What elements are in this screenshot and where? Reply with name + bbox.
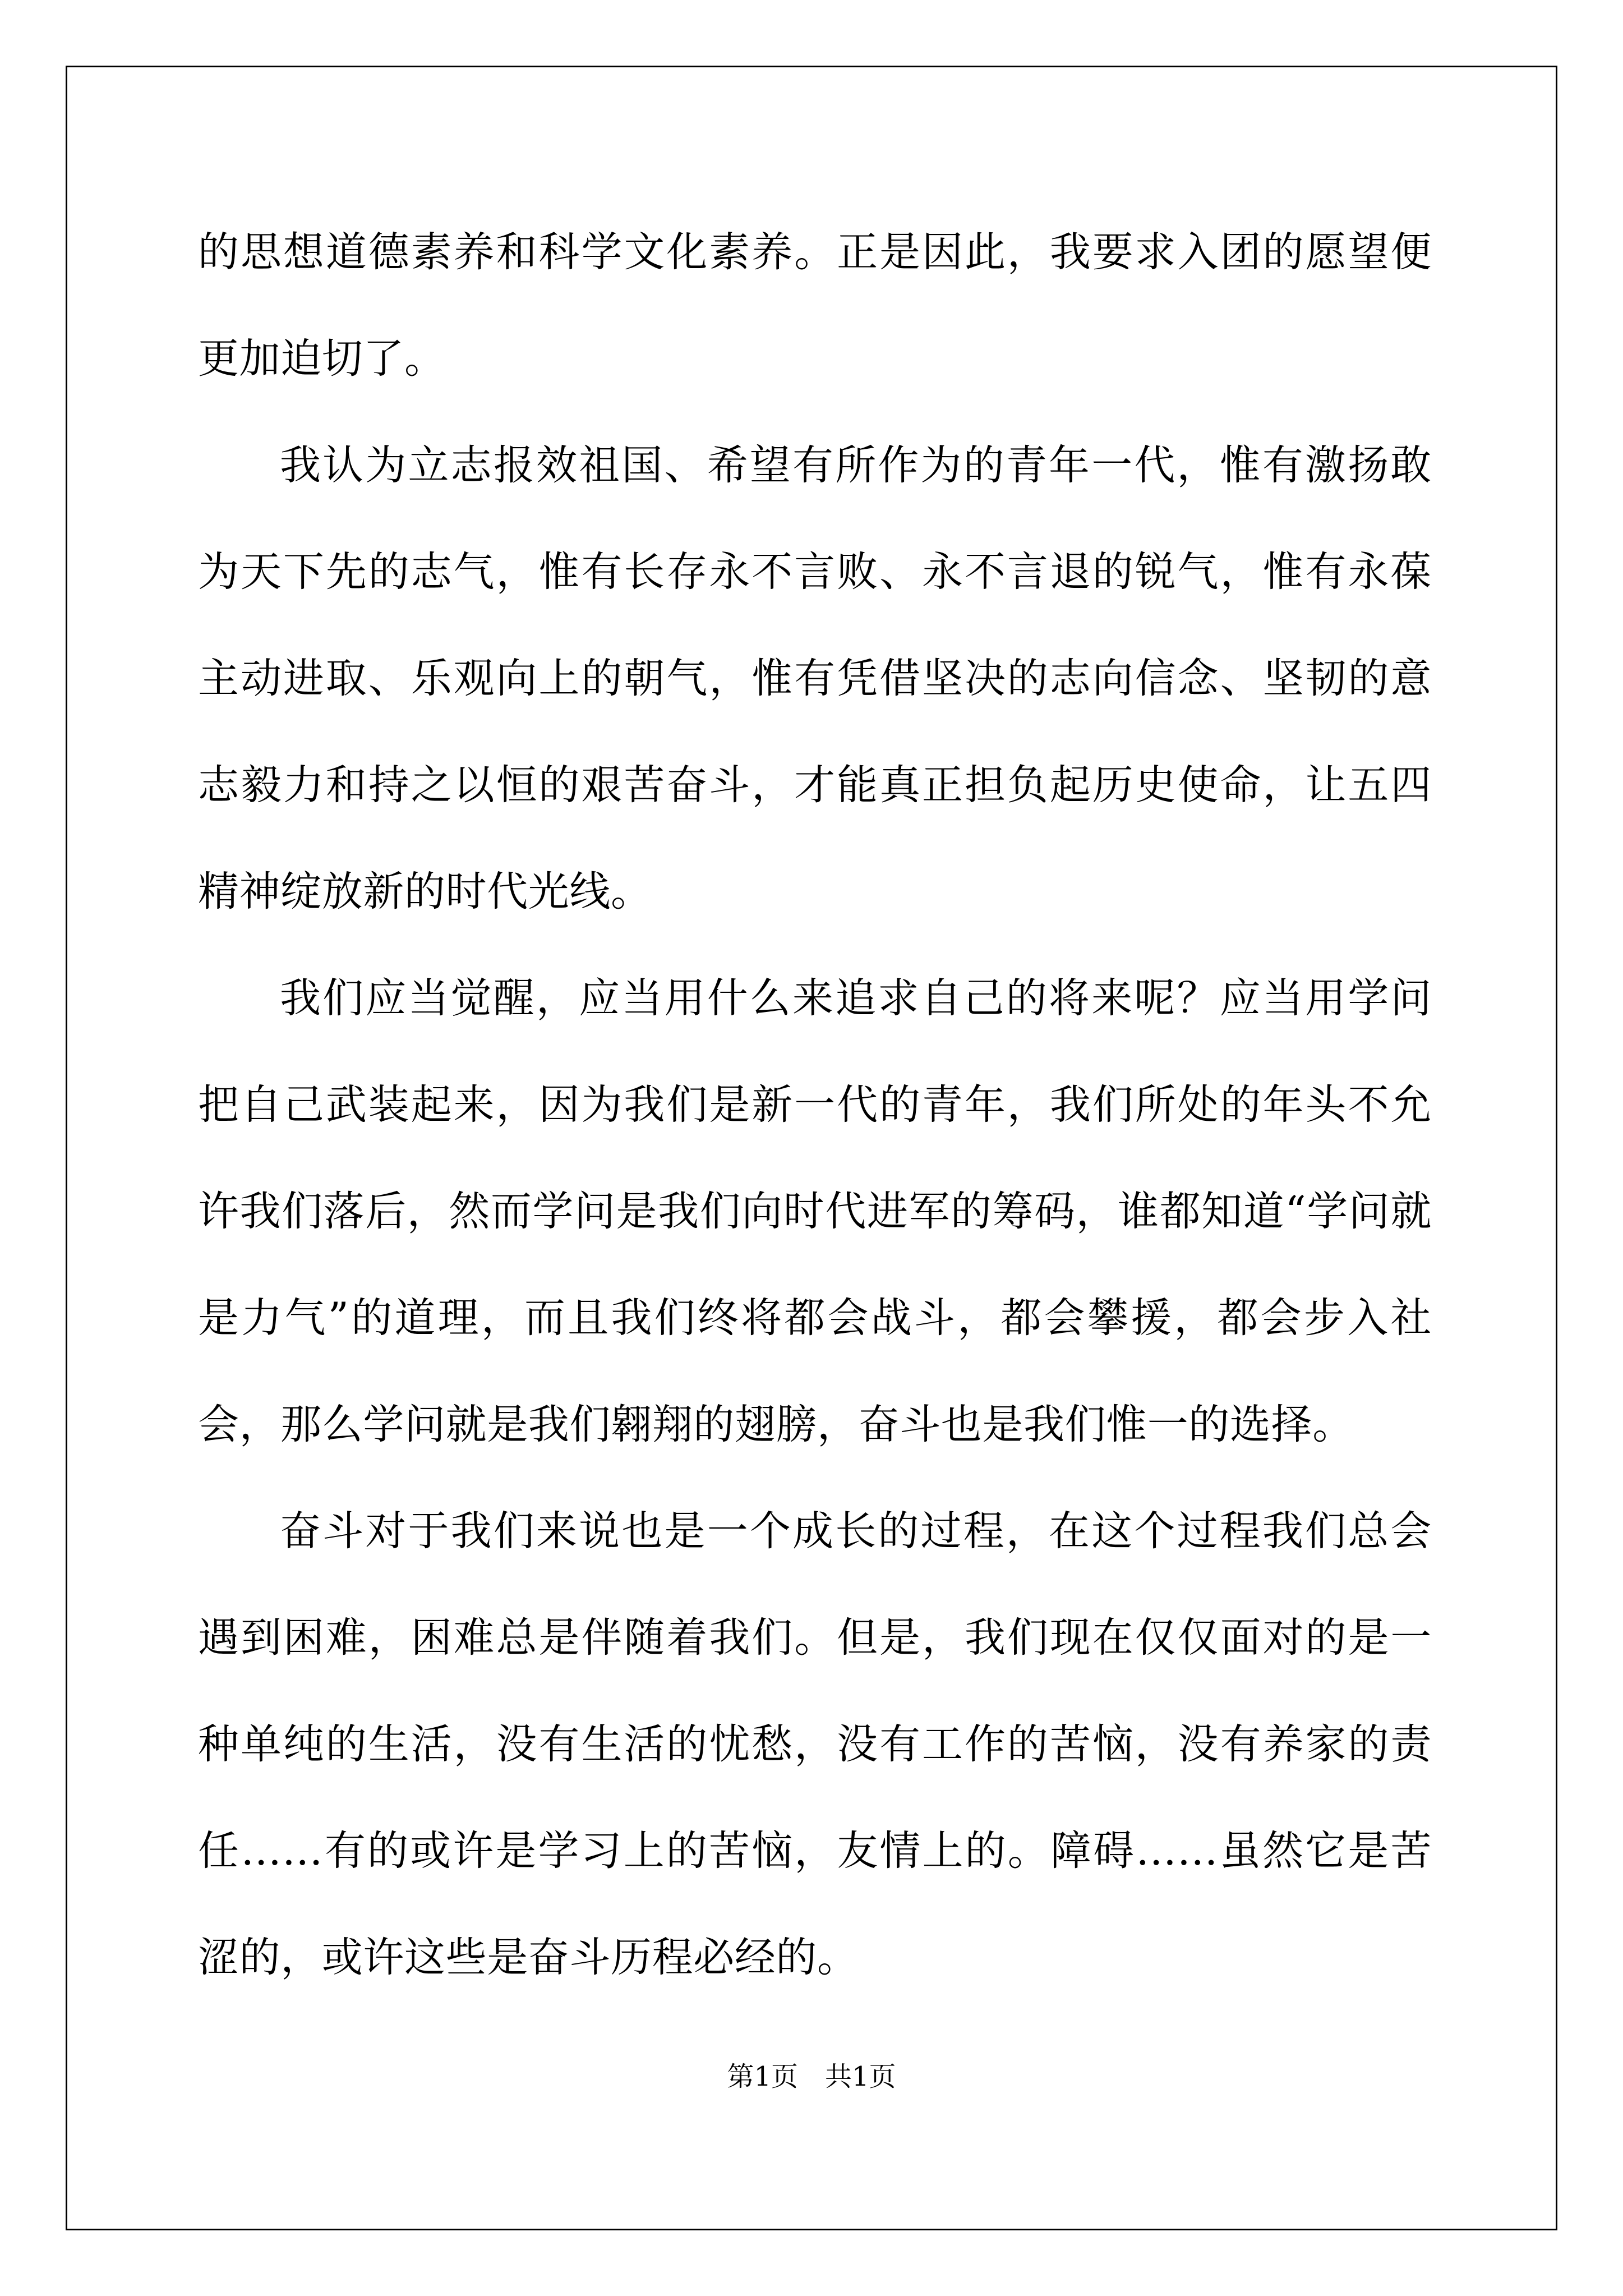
text-line: 天下先的志气，惟有长存永不言败、永不言退的锐气，惟有永葆主动 [198,548,1432,702]
text-line: 自己武装起来，因为我们是新一代的青年，我们所处的年头不允许我 [198,1081,1432,1235]
text-line: 我认为立志报效祖国、希望有所作为的青年一代，惟有激扬敢为 [198,441,1432,596]
text-line: 加迫切了。 [239,335,446,383]
text-line: 奋斗对于我们来说也是一个成长的过程，在这个过程我们总会遇 [198,1507,1432,1662]
text-line: 许这些是奋斗历程必经的。 [363,1934,859,1981]
paragraph-2 [198,412,1432,945]
text-line: 新的时代光线。 [363,868,652,915]
document-body [198,199,1432,2011]
text-line: 么学问就是我们翱翔的翅膀，奋斗也是我们惟一的选择。 [321,1401,1354,1448]
page-number-current: 第1页 [727,2061,798,2092]
text-line: 我们应当觉醒，应当用什么来追求自己的将来呢？应当用学问把 [198,974,1432,1129]
paragraph-1 [198,199,1432,412]
text-line: 们落后，然而学问是我们向时代进军的筹码，谁都知道“学问就是力 [198,1188,1432,1342]
paragraph-4 [198,1478,1432,2011]
page-number-total: 共1页 [825,2061,896,2092]
text-line: 进取、乐观向上的朝气，惟有凭借坚决的志向信念、坚韧的意志毅力 [198,655,1432,809]
text-line: 的思想道德素养和科学文化素养。正是因此，我要求入团的愿望便更 [198,228,1432,383]
text-line: 纯的生活，没有生活的忧愁，没有工作的苦恼，没有养家的责任…… [198,1720,1432,1875]
text-line: 和持之以恒的艰苦奋斗，才能真正担负起历史使命，让五四精神绽放 [198,761,1432,915]
text-line: 气”的道理，而且我们终将都会战斗，都会攀援，都会步入社会，那 [198,1294,1432,1448]
paragraph-3 [198,945,1432,1478]
text-line: 到困难，困难总是伴随着我们。但是，我们现在仅仅面对的是一种单 [198,1614,1432,1768]
page-footer [0,2060,1623,2093]
text-line: 有的或许是学习上的苦恼，友情上的。障碍……虽然它是苦涩的，或 [198,1827,1432,1981]
